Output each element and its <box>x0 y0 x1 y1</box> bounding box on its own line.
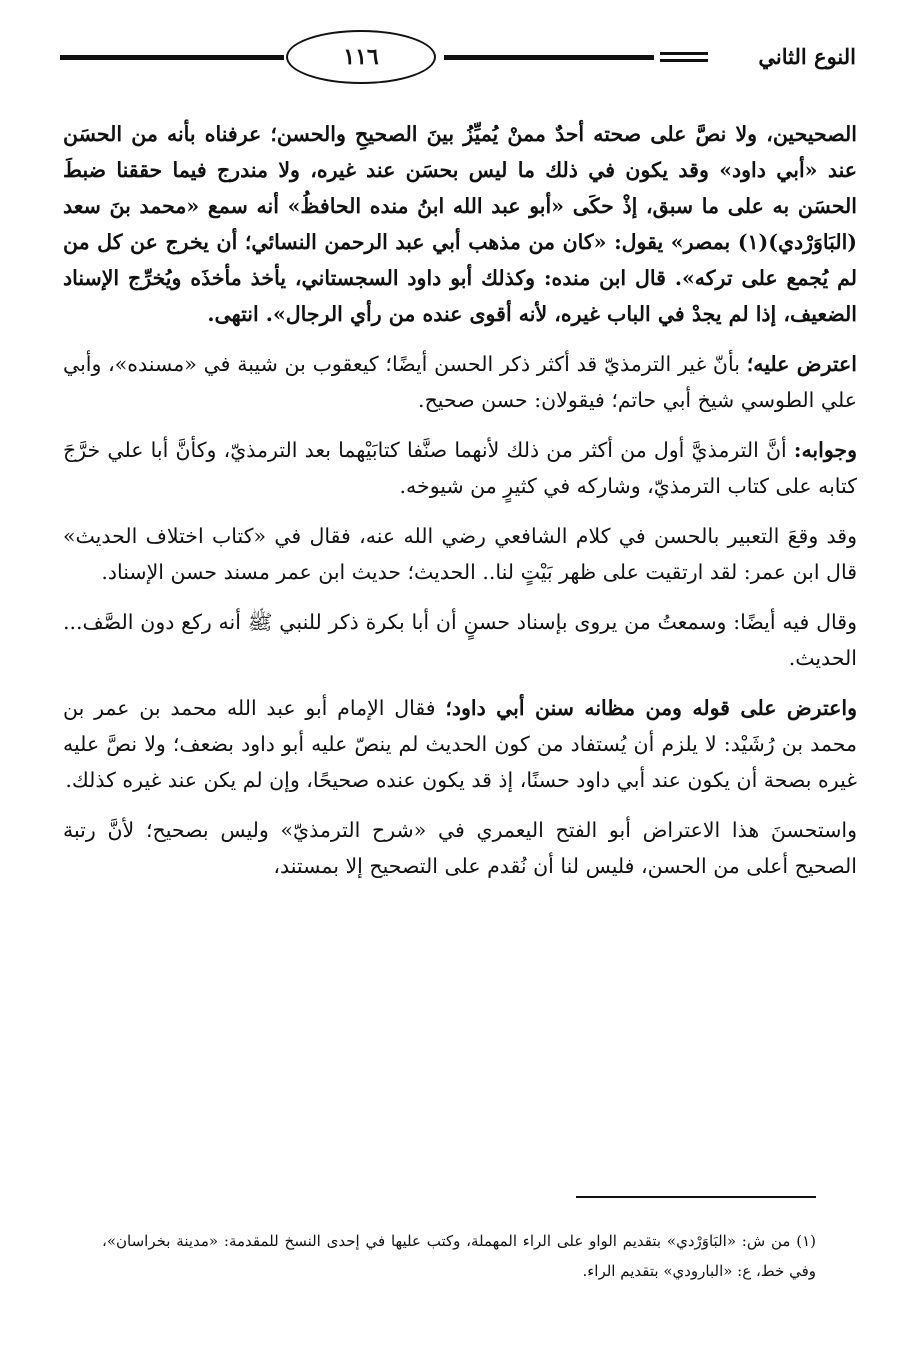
paragraph-6-text: فقال الإمام أبو عبد الله محمد بن عمر بن محمد بن رُشَيْد: لا يلزم أن يُستفاد من كون الحديث لم ينصّ عليه أبو داود بضعف؛ ولا نصَّ عليه غيره بصحة أن يكون عند أبي داود حسنًا، إذ قد يكون عنده صحيحًا، وإن لم يكن عند غيره كذلك. <box>63 696 857 792</box>
paragraph-3 <box>63 432 857 504</box>
paragraph-2 <box>63 346 857 418</box>
section-title: النوع الثاني <box>758 44 856 69</box>
page-header <box>60 28 856 100</box>
paragraph-3-text: أنَّ الترمذيَّ أول من أكثر من ذلك لأنهما صنَّفا كتابَيْهما بعد الترمذيّ، وكأنَّ أبا علي خرَّجَ كتابه على كتاب الترمذيّ، وشاركه في كثيرٍ من شيوخه. <box>63 438 857 498</box>
paragraph-2-text: بأنّ غير الترمذيّ قد أكثر ذكر الحسن أيضًا؛ كيعقوب بن شيبة في «مسنده»، وأبي علي الطوسي شيخ أبي حاتم؛ فيقولان: حسن صحيح. <box>63 352 857 412</box>
paragraph-4: وقد وقعَ التعبير بالحسن في كلام الشافعي رضي الله عنه، فقال في «كتاب اختلاف الحديث» قال ابن عمر: لقد ارتقيت على ظهر بَيْتٍ لنا.. الحديث؛ حديث ابن عمر مسند حسن الإسناد. <box>63 524 857 584</box>
header-rule-left <box>60 55 284 60</box>
footnote-separator <box>576 1196 816 1198</box>
paragraph-7: واستحسنَ هذا الاعتراض أبو الفتح اليعمري في «شرح الترمذيّ» وليس بصحيح؛ لأنَّ رتبة الصحيح أعلى من الحسن، فليس لنا أن نُقدم على التصحيح إلا بمستند، <box>63 818 857 878</box>
page-number: ١١٦ <box>286 30 436 84</box>
paragraph-3-lead: وجوابه: <box>793 438 857 462</box>
paragraph-6 <box>63 690 857 798</box>
paragraph-6-lead: واعترض على قوله ومن مظانه سنن أبي داود؛ <box>445 696 857 720</box>
footnote: (١) من ش: «البَاوَرْدي» بتقديم الواو على الراء المهملة، وكتب عليها في إحدى النسخ للمقدمة: «مدينة بخراسان»، وفي خط، ع: «البارودي» بتقديم الراء. <box>102 1232 816 1280</box>
paragraph-2-lead: اعترض عليه؛ <box>746 352 857 376</box>
paragraph-5: وقال فيه أيضًا: وسمعتُ من يروى بإسناد حسنٍ أن أبا بكرة ذكر للنبي ﷺ أنه ركع دون الصَّف... الحديث. <box>63 610 857 670</box>
header-double-rule <box>660 52 708 62</box>
paragraph-1: الصحيحين، ولا نصَّ على صحته أحدٌ ممنْ يُميِّزُ بينَ الصحيحِ والحسن؛ عرفناه بأنه من الحسَن عند «أبي داود» وقد يكون في ذلك ما ليس بحسَن عند غيره، ولا مندرج فيما حققنا ضبطَ الحسَن به على ما سبق، إذْ حكَى «أبو عبد الله ابنُ منده الحافظُ» أنه سمع «محمد بنَ سعد (البَاوَرْدي)(١) بمصر» يقول: «كان من مذهب أبي عبد الرحمن النسائي؛ أن يخرج عن كل من لم يُجمع على تركه». قال ابن منده: وكذلك أبو داود السجستاني، يأخذ مأخذَه ويُخرِّج الإسناد الضعيف، إذا لم يجدْ في الباب غيره، لأنه أقوى عنده من رأي الرجال». انتهى. <box>63 122 857 326</box>
main-text <box>63 116 857 898</box>
header-rule-right <box>444 55 654 60</box>
